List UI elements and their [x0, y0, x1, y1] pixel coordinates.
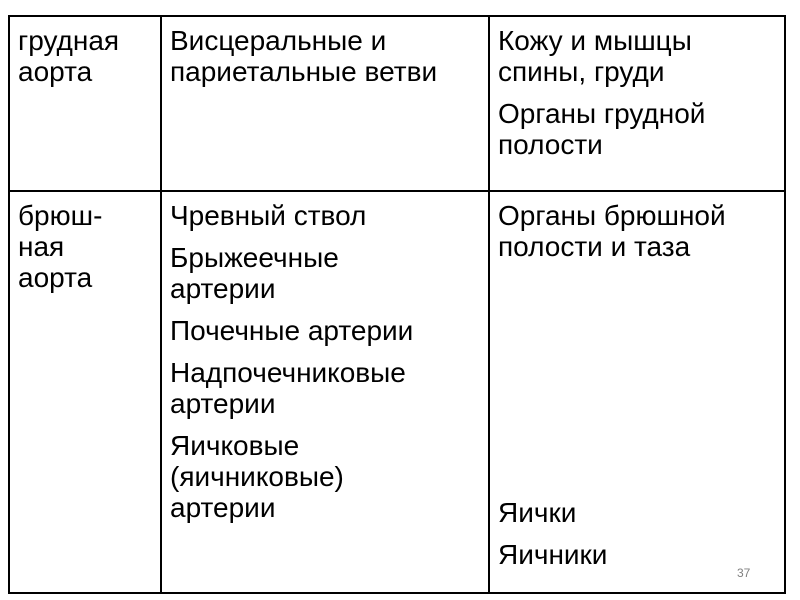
branches-cell: [161, 16, 489, 191]
branches-cell: [161, 191, 489, 593]
supplied-item: Яички: [498, 497, 577, 528]
vessel-cell: [9, 191, 161, 593]
table-row-thoracic-aorta: [9, 16, 785, 191]
supplied-item: Яичники: [498, 539, 608, 570]
vessel-cell: [9, 16, 161, 191]
aorta-branches-table: [8, 15, 786, 594]
table-row-abdominal-aorta: [9, 191, 785, 593]
branch-item: Яичковые (яичниковые) артерии: [170, 430, 344, 523]
page-number: 37: [737, 566, 751, 580]
branch-item: Чревный ствол: [170, 200, 367, 231]
branch-item: Почечные артерии: [170, 315, 414, 346]
vessel-name: брюш-ная аорта: [18, 200, 103, 293]
supplied-item: Органы брюшной полости и таза: [498, 200, 726, 262]
supplied-item: Органы грудной полости: [498, 98, 706, 160]
branch-item: Надпочечниковые артерии: [170, 357, 406, 419]
branch-item: Брыжеечные артерии: [170, 242, 339, 304]
supplied-organs-cell: [489, 191, 785, 593]
branch-item: Висцеральные и париетальные ветви: [170, 25, 438, 87]
supplied-bottom-group: [498, 497, 776, 570]
supplied-organs-cell: [489, 16, 785, 191]
supplied-item: Кожу и мышцы спины, груди: [498, 25, 692, 87]
vessel-name: грудная аорта: [18, 25, 120, 87]
